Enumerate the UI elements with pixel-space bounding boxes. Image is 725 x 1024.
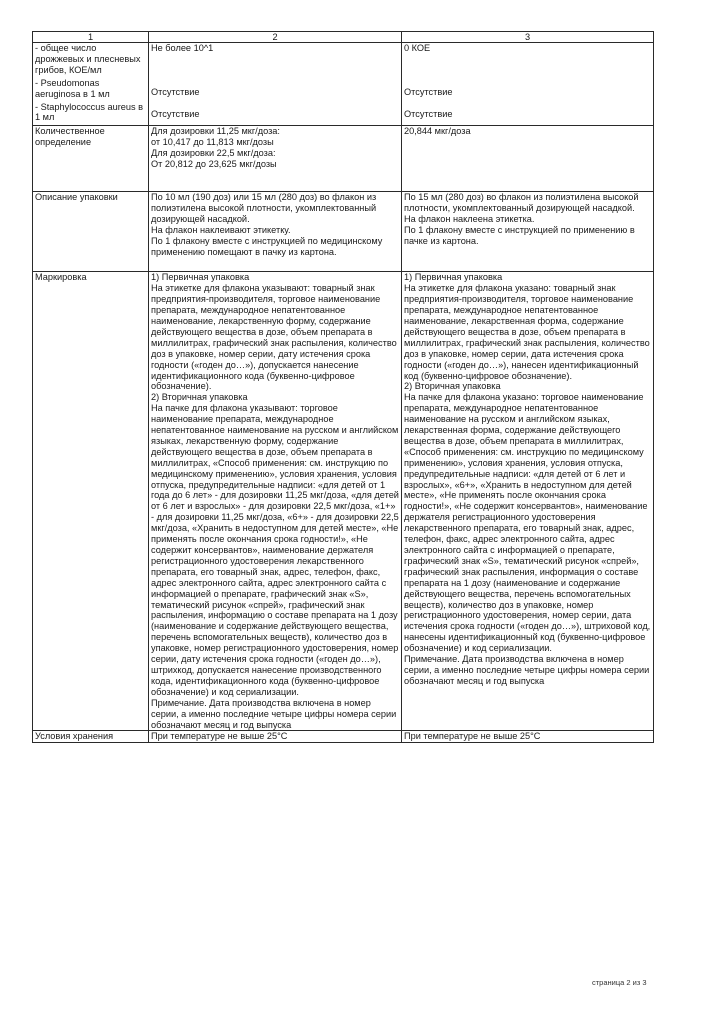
result-staphylococcus: Отсутствие (404, 108, 453, 119)
marking-result-secondary-heading: 2) Вторичная упаковка (404, 381, 501, 392)
norm-yeast-mold: Не более 10^1 (151, 43, 214, 53)
package-result-cell (402, 192, 654, 272)
specification-table (32, 31, 654, 743)
norm-staphylococcus: Отсутствие (151, 108, 200, 119)
result-pseudomonas: Отсутствие (404, 86, 453, 97)
quantitative-name-cell: Количественное определение (33, 126, 149, 192)
marking-result-cell (402, 272, 654, 731)
result-yeast-mold: 0 КОЕ (404, 43, 431, 53)
quantitative-norm-cell (149, 126, 402, 192)
microbiology-parameters-cell (33, 43, 149, 126)
table-row-marking (33, 272, 654, 731)
marking-name-cell: Маркировка (33, 272, 149, 731)
marking-norm-primary-heading: 1) Первичная упаковка (151, 272, 250, 283)
marking-result-primary-text: На этикетке для флакона указано: товарный знак предприятия-производителя, торговое наименование препарата, международное непатентованное наименование, лекарственная форма, содержание действующего вещества в дозе, объем препарата в миллилитрах, графический знак распыления, количество доз в упаковке, номер серии, дата истечения срока годности («годен до…»), нанесен идентификационный код (буквенно-цифровое обозначение). (404, 283, 650, 381)
package-norm-line: По 10 мл (190 доз) или 15 мл (280 доз) во флакон из полиэтилена высокой плотности, укомплектованный дозирующей насадкой. (151, 192, 377, 225)
storage-name-cell: Условия хранения (33, 731, 149, 743)
marking-result-secondary-text: На пачке для флакона указано: торговое наименование препарата, международное непатентованное наименование на русском и английском языках, лекарственная форма, содержание действующего вещества в дозе, объем препарата в миллилитрах, «Способ применения: см. инструкцию по медицинскому применению», условия хранения, условия отпуска, предупредительные надписи: «для детей от 6 лет и взрослых», «6+», «Хранить в недоступном для детей месте», «Не применять после окончания срока годности!», «Не содержит консервантов», наименование держателя регистрационного удостоверения лекарственного препарата, его товарный знак, адрес, телефон, факс, адрес электронного сайта, адрес электронного сайта с информацией о препарате, графический знак «S», тематический рисунок «спрей», графический знак распыления, информация о составе препарата на 1 дозу (наименование и содержание действующего вещества, перечень вспомогательных веществ), количество доз в упаковке, номер регистрационного удостоверения, номер серии, дата истечения срока годности («годен до…»), штриховой код, нанесены идентификационный код (буквенно-цифровое обозначение) и код сериализации. (404, 392, 651, 654)
marking-result-primary-heading: 1) Первичная упаковка (404, 272, 503, 283)
package-norm-cell (149, 192, 402, 272)
quantitative-norm-line: От 20,812 до 23,625 мкг/дозы (151, 159, 277, 170)
page-number: страница 2 из 3 (592, 978, 647, 987)
quantitative-norm-line: Для дозировки 22,5 мкг/доза: (151, 148, 276, 159)
table-row-storage (33, 731, 654, 743)
parameter-staphylococcus: - Staphylococcus aureus в 1 мл (35, 101, 144, 123)
package-result-line: По 1 флакону вместе с инструкцией по применению в пачке из картона. (404, 225, 635, 246)
norm-pseudomonas: Отсутствие (151, 86, 200, 97)
marking-norm-cell (149, 272, 402, 731)
parameter-yeast-mold: - общее число дрожжевых и плесневых грибов, КОЕ/мл (35, 43, 141, 75)
microbiology-results-cell (402, 43, 654, 126)
package-name-cell: Описание упаковки (33, 192, 149, 272)
quantitative-result-cell: 20,844 мкг/доза (402, 126, 654, 192)
marking-result-note: Примечание. Дата производства включена в номер серии, а именно последние четыре цифры номера серии обозначают месяц и год выпуска (404, 654, 650, 686)
marking-norm-note: Примечание. Дата производства включена в номер серии, а именно последние четыре цифры номера серии обозначают месяц и год выпуска (151, 697, 397, 730)
table-row-microbiology (33, 43, 654, 126)
storage-norm-cell: При температуре не выше 25°С (149, 731, 402, 743)
marking-norm-primary-text: На этикетке для флакона указывают: товарный знак предприятия-производителя, торговое наименование препарата, международное непатентованное наименование, лекарственную форму, содержание действующего вещества в дозе, объем препарата в миллилитрах, графический знак распыления, количество доз в упаковке, номер серии, дату истечения срока годности («годен до…»), допускается нанесение идентификационного кода (буквенно-цифровое обозначение). (151, 283, 397, 392)
microbiology-norms-cell (149, 43, 402, 126)
column-number-3: 3 (402, 32, 654, 43)
package-norm-line: По 1 флакону вместе с инструкцией по медицинскому применению помещают в пачку из картона. (151, 235, 383, 257)
column-number-1: 1 (33, 32, 149, 43)
table-row-package (33, 192, 654, 272)
storage-result-cell: При температуре не выше 25°С (402, 731, 654, 743)
parameter-pseudomonas: - Pseudomonas aeruginosa в 1 мл (35, 77, 110, 99)
package-result-line: По 15 мл (280 доз) во флакон из полиэтилена высокой плотности, укомплектованный дозирующей насадкой. (404, 192, 639, 214)
quantitative-norm-line: Для дозировки 11,25 мкг/доза: (151, 126, 280, 137)
quantitative-norm-line: от 10,417 до 11,813 мкг/дозы (151, 137, 274, 148)
column-number-2: 2 (149, 32, 402, 43)
marking-norm-secondary-text: На пачке для флакона указывают: торговое наименование препарата, международное непатентованное наименование на русском и английском языках, лекарственную форму, содержание действующего вещества в дозе, объем препарата в миллилитрах, «Способ применения: см. инструкцию по медицинскому применению», условия хранения, условия отпуска, предупредительные надписи: «для детей от 1 года до 6 лет» - для дозировки 11,25 мкг/доза, «для детей от 6 лет и взрослых» - для дозировки 22,5 мкг/доза, «1+» - для дозировки 11,25 мкг/доза, «6+» - для дозировки 22,5 мкг/доза, «Хранить в недоступном для детей месте», «Не применять после окончания срока годности!», «Не содержит консервантов», наименование держателя регистрационного удостоверения лекарственного препарата, его товарный знак, адрес, телефон, факс, адрес электронного сайта, адрес электронного сайта с информацией о препарате, графический знак «S», тематический рисунок «спрей», графический знак распыления, информацию о составе препарата на 1 дозу (наименование и содержание действующего вещества, перечень вспомогательных веществ), количество доз в упаковке, номер регистрационного удостоверения, номер серии, дату истечения срока годности («годен до…»), штрихкод, допускается нанесение производственного кода, идентификационного кода (буквенно-цифровое обозначение) и код сериализации. (151, 403, 399, 697)
package-norm-line: На флакон наклеивают этикетку. (151, 225, 291, 236)
table-row-quantitative (33, 126, 654, 192)
table-header-row (33, 32, 654, 43)
package-result-line: На флакон наклеена этикетка. (404, 214, 535, 225)
marking-norm-secondary-heading: 2) Вторичная упаковка (151, 392, 248, 403)
